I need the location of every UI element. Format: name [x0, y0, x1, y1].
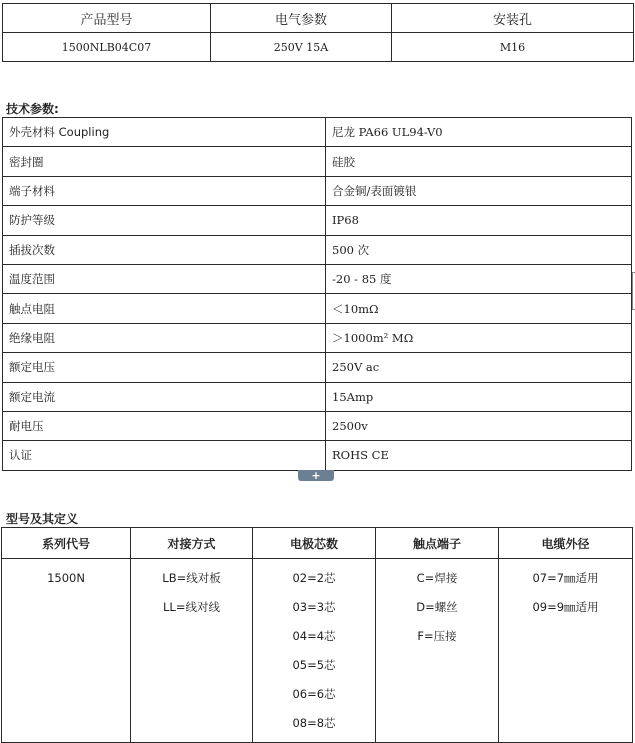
spec-value: 500 次 [326, 235, 632, 264]
model-column-cell [131, 559, 253, 743]
spec-row [3, 353, 632, 382]
model-header-row [2, 528, 633, 559]
model-option: 05=5芯 [292, 658, 336, 672]
spec-row [3, 147, 632, 176]
model-option: LB=线对板 [162, 571, 221, 585]
model-option: 1500N [47, 571, 85, 585]
spec-label: 认证 [3, 441, 326, 470]
spec-row [3, 323, 632, 352]
spec-label: 额定电流 [3, 382, 326, 411]
model-column-cell [499, 559, 633, 743]
model-header-cell: 对接方式 [131, 528, 253, 559]
spec-row [3, 294, 632, 323]
spec-row [3, 382, 632, 411]
spec-label: 温度范围 [3, 264, 326, 293]
model-values-row [2, 559, 633, 743]
spec-row [3, 235, 632, 264]
spec-row [3, 118, 632, 147]
spec-label: 绝缘电阻 [3, 323, 326, 352]
product-electrical-cell: 250V 15A [211, 33, 392, 62]
model-definition-table [1, 527, 633, 743]
spec-row [3, 176, 632, 205]
model-option: 04=4芯 [292, 629, 336, 643]
model-column-cell [2, 559, 131, 743]
spec-label: 触点电阻 [3, 294, 326, 323]
product-header-cell: 产品型号 [3, 4, 211, 33]
spec-value: IP68 [326, 206, 632, 235]
spec-label: 插拔次数 [3, 235, 326, 264]
product-data-row [3, 33, 634, 62]
spec-row [3, 264, 632, 293]
spec-row [3, 411, 632, 440]
spec-label: 耐电压 [3, 411, 326, 440]
spec-value: ＞1000m² MΩ [326, 323, 632, 352]
model-option: 06=6芯 [292, 687, 336, 701]
spec-value: 尼龙 PA66 UL94-V0 [326, 118, 632, 147]
product-table [2, 3, 634, 62]
product-header-cell: 电气参数 [211, 4, 392, 33]
model-column-cell [253, 559, 376, 743]
model-option: 03=3芯 [292, 600, 336, 614]
product-mounting-hole-cell: M16 [392, 33, 634, 62]
spec-row [3, 441, 632, 470]
spec-value: ROHS CE [326, 441, 632, 470]
spec-label: 外壳材料 Coupling [3, 118, 326, 147]
spec-value: 15Amp [326, 382, 632, 411]
product-header-cell: 安装孔 [392, 4, 634, 33]
model-column-cell [376, 559, 499, 743]
spec-label: 密封圈 [3, 147, 326, 176]
spec-label: 端子材料 [3, 176, 326, 205]
model-option: F=压接 [417, 629, 457, 643]
spec-table [2, 117, 632, 471]
model-header-cell: 系列代号 [2, 528, 131, 559]
product-header-row [3, 4, 634, 33]
spec-value: 2500v [326, 411, 632, 440]
spec-value: 250V ac [326, 353, 632, 382]
model-header-cell: 电极芯数 [253, 528, 376, 559]
spec-value: -20 - 85 度 [326, 264, 632, 293]
model-header-cell: 触点端子 [376, 528, 499, 559]
model-option: 02=2芯 [292, 571, 336, 585]
expand-button[interactable]: + [298, 470, 334, 481]
spec-value: ＜10mΩ [326, 294, 632, 323]
spec-value: 合金铜/表面镀银 [326, 176, 632, 205]
model-header-cell: 电缆外径 [499, 528, 633, 559]
product-model-cell: 1500NLB04C07 [3, 33, 211, 62]
model-option: C=焊接 [416, 571, 458, 585]
spec-label: 防护等级 [3, 206, 326, 235]
spec-label: 额定电压 [3, 353, 326, 382]
model-option: 08=8芯 [292, 716, 336, 730]
spec-section-title: 技术参数: [6, 102, 59, 116]
model-option: 07=7㎜适用 [532, 571, 599, 585]
spec-value: 硅胶 [326, 147, 632, 176]
model-section-title: 型号及其定义 [6, 512, 79, 526]
model-option: 09=9㎜适用 [532, 600, 599, 614]
model-option: D=螺丝 [416, 600, 458, 614]
spec-row [3, 206, 632, 235]
model-option: LL=线对线 [163, 600, 220, 614]
